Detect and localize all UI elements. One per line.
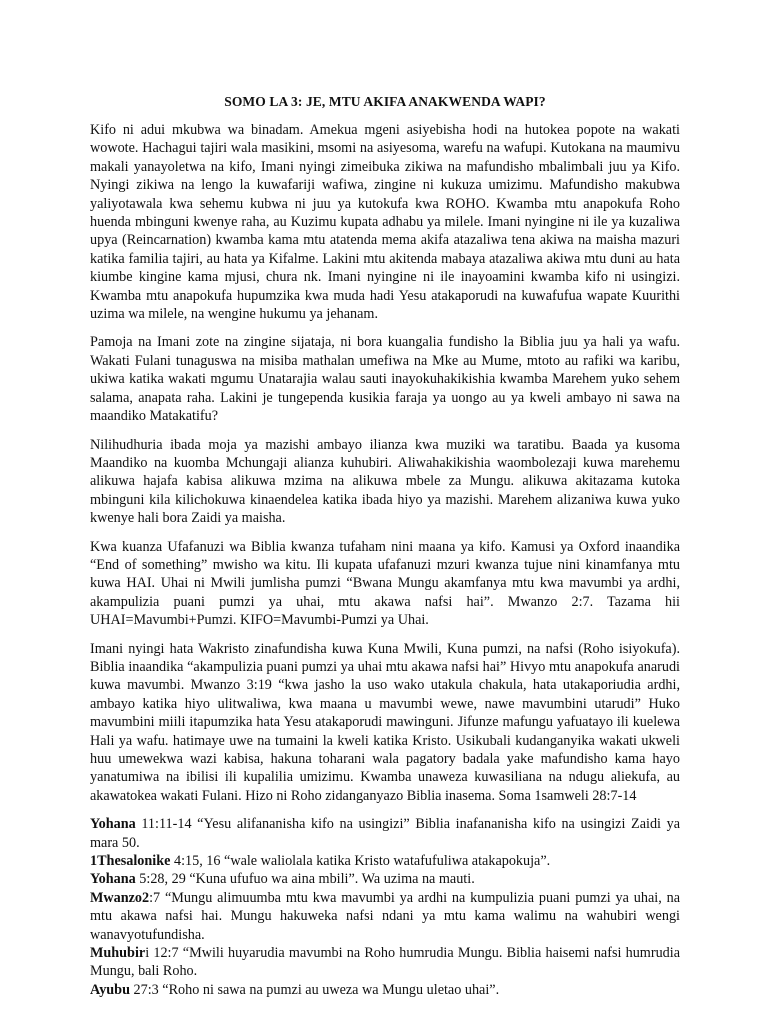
reference-item: [90, 852, 680, 870]
paragraph-funeral: Nilihudhuria ibada moja ya mazishi ambayo ilianza kwa muziki wa taratibu. Baada ya kusoma Maandiko na kuomba Mchungaji alianza kuhubiri. Aliwahakikishia waombolezaji kuwa marehemu alikuwa hajafa kabisa alikuwa mzima na alikuwa mbele za Mungu. alikuwa akitazama kutoka mbinguni kila kilichokuwa kinaendelea katika ibada hiyo ya mazishi. Marehem alizaniwa kuwa yuko kwenye hali bora Zaidi ya maisha.: [90, 436, 680, 527]
paragraph-bible-view: Pamoja na Imani zote na zingine sijataja, ni bora kuangalia fundisho la Biblia juu ya hali ya wafu. Wakati Fulani tunaguswa na misiba mathalan umefiwa na Mke au Mume, mtoto au rafiki wa karibu, ukiwa katika wakati mgumu Unatarajia walau sauti inayokuhakikishia kwamba Marehem yuko sehem salama, anapata raha. Lakini je tungependa kusikia faraja ya uongo au ya kweli ambayo ni sawa na maandiko Matakatifu?: [90, 334, 680, 425]
reference-book: Muhubir: [90, 945, 146, 962]
paragraph-intro: Kifo ni adui mkubwa wa binadam. Amekua mgeni asiyebisha hodi na hutokea popote na wakati wowote. Hachagui tajiri wala masikini, msomi na asiyesoma, warefu na wafupi. Kutokana na maumivu makali yanayoletwa na kifo, Imani nyingi zimeibuka zikiwa na mafundisho mbalimbali juu ya Kifo. Nyingi zikiwa na lengo la kuwafariji wafiwa, zingine ni kukuza umizimu. Mafundisho makubwa yaliyotawala kwa sehemu kubwa ni juu ya kutokufa kwa ROHO. Kwamba mtu anapokufa Roho huenda mbinguni kwenye raha, au Kuzimu kupata adhabu ya milele. Imani nyingine ni ile ya kuzaliwa upya (Reincarnation) kwamba kama mtu atatenda mema akifa atazaliwa tena akiwa na maisha mazuri katika familia tajiri, au hata ya Kifalme. Lakini mtu akitenda mabaya atazaliwa akiwa mtu duni au hata kiumbe kingine kama mjusi, chura nk. Imani nyingine ni ile inayoamini kwamba kifo ni usingizi. Kwamba mtu anapokufa hupumzika kwa muda hadi Yesu atakaporudi na kuwafufua wapate Kuurithi uzima wa milele, na wengine hukumu ya jehanam.: [90, 122, 680, 323]
reference-item: [90, 815, 680, 852]
reference-text: i 12:7 “Mwili huyarudia mavumbi na Roho humrudia Mungu. Biblia haisemi nafsi humrudia Mungu, bali Roho.: [90, 945, 680, 980]
reference-item: [90, 944, 680, 981]
reference-text: 27:3 “Roho ni sawa na pumzi au uweza wa Mungu uletao uhai”.: [129, 981, 500, 998]
reference-text: 11:11-14 “Yesu alifananisha kifo na usingizi” Biblia inafananisha kifo na usingizi Zaidi ya mara 50.: [90, 816, 680, 851]
reference-book: Yohana: [90, 816, 136, 833]
reference-text: 5:28, 29 “Kuna ufufuo wa aina mbili”. Wa uzima na mauti.: [135, 871, 475, 888]
reference-text: :7 “Mungu alimuumba mtu kwa mavumbi ya ardhi na kumpulizia puani pumzi ya uhai, na mtu akawa nafsi hai. Mungu hakuweka nafsi ndani ya mtu kama walimu na wahubiri wengi wanavyotufundisha.: [90, 889, 680, 943]
reference-book: Ayubu: [90, 981, 130, 998]
reference-book: Mwanzo2: [90, 889, 150, 906]
reference-item: [90, 981, 680, 999]
lesson-title: SOMO LA 3: JE, MTU AKIFA ANAKWENDA WAPI?: [224, 94, 546, 109]
paragraph-definition: Kwa kuanza Ufafanuzi wa Biblia kwanza tufaham nini maana ya kifo. Kamusi ya Oxford inaandika “End of something” mwisho wa kitu. Ili kupata ufafanuzi mzuri kwanza tujue nini kinamfanya mtu kuwa HAI. Uhai ni Mwili jumlisha pumzi “Bwana Mungu akamfanya mtu kwa mavumbi ya ardhi, akampulizia puani pumzi ya uhai, mtu akawa nafsi hai”. Mwanzo 2:7. Tazama hii UHAI=Mavumbi+Pumzi. KIFO=Mavumbi-Pumzi ya Uhai.: [90, 538, 680, 629]
reference-text: 4:15, 16 “wale waliolala katika Kristo watafufuliwa atakapokuja”.: [170, 853, 551, 870]
reference-book: 1Thesalonike: [90, 853, 171, 870]
reference-item: [90, 870, 680, 888]
scripture-references: [90, 815, 680, 999]
reference-book: Yohana: [90, 871, 136, 888]
reference-item: [90, 889, 680, 944]
paragraph-beliefs: Imani nyingi hata Wakristo zinafundisha kuwa Kuna Mwili, Kuna pumzi, na nafsi (Roho isiyokufa). Biblia inaandika “akampulizia puani pumzi ya uhai mtu akawa nafsi hai” Hivyo mtu anapokufa anarudi kuwa mavumbi. Mwanzo 3:19 “kwa jasho la uso wako utakula chakula, hata utakaporiudia ardhi, ambayo katika hiyo ulitwaliwa, kwa maana u mavumbi wewe, nawe mavumbini utarudi” Huko mavumbini miili itapumzika hata Yesu atakaporudi mawinguni. Jifunze mafungu yafuatayo ili kuelewa Hali ya wafu. hatimaye uwe na tumaini la kweli katika Kristo. Usikubali kudanganyika wakati ukweli huu umewekwa wazi kabisa, hakuna toharani wala pagatory badala yake mafundisho kama hayo yanatumiwa na ibilisi ili kupalilia umizimu. Kwamba unaweza kuwasiliana na ndugu aliekufa, au akawatokea wakati Fulani. Hizo ni Roho zidanganyazo Biblia inasema. Soma 1samweli 28:7-14: [90, 640, 680, 804]
